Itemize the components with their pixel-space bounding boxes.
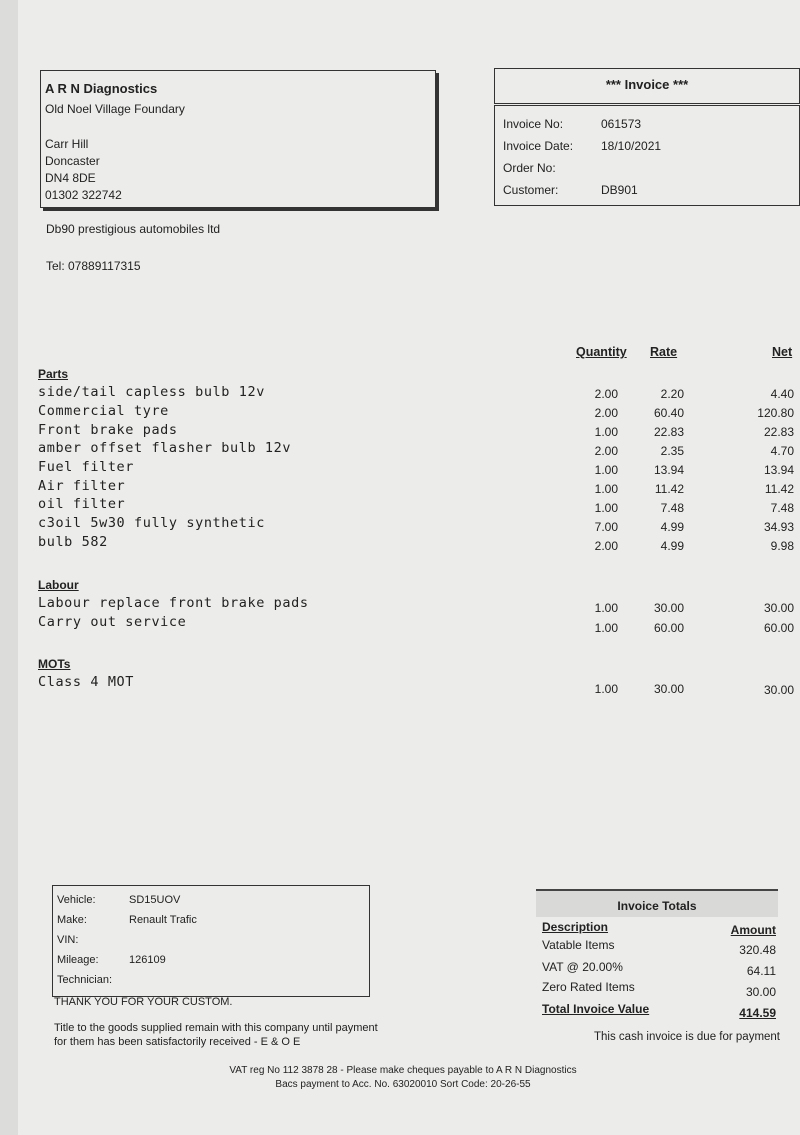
line-item-description: Air filter <box>38 478 126 494</box>
line-item-description: Front brake pads <box>38 422 178 438</box>
company-phone: 01302 322742 <box>45 188 122 202</box>
line-item-description: Commercial tyre <box>38 403 169 419</box>
totals-amount-header: Amount <box>730 923 776 937</box>
totals-row-value: 30.00 <box>745 985 776 999</box>
company-box <box>40 70 436 208</box>
line-item-net: 30.00 <box>763 683 794 697</box>
line-item-description: side/tail capless bulb 12v <box>38 384 265 400</box>
line-item-net: 4.70 <box>770 444 794 458</box>
company-name: A R N Diagnostics <box>45 81 158 96</box>
line-item-net: 22.83 <box>763 425 794 439</box>
line-item-rate: 4.99 <box>660 539 684 553</box>
vehicle-mileage: 126109 <box>129 954 166 966</box>
net-column-header: Net <box>772 345 793 359</box>
line-item-description: Carry out service <box>38 614 187 630</box>
rate-column-header: Rate <box>650 345 678 359</box>
section-title-parts: Parts <box>38 367 69 381</box>
line-item-net: 4.40 <box>770 387 794 401</box>
customer-tel: Tel: 07889117315 <box>46 259 141 273</box>
line-item-net: 34.93 <box>763 520 794 534</box>
company-address-line: DN4 8DE <box>45 171 96 185</box>
line-item-description: c3oil 5w30 fully synthetic <box>38 515 265 531</box>
line-item-rate: 22.83 <box>653 425 684 439</box>
vehicle-make: Renault Trafic <box>129 914 197 926</box>
line-item-rate: 2.20 <box>660 387 684 401</box>
line-item-net: 120.80 <box>757 406 794 420</box>
line-item-description: Class 4 MOT <box>38 674 135 690</box>
totals-row-label: Zero Rated Items <box>542 980 635 994</box>
due-for-payment-note: This cash invoice is due for payment <box>594 1031 781 1043</box>
line-item-quantity: 2.00 <box>594 444 618 458</box>
title-notice-line: for them has been satisfactorily received - E & O E <box>54 1036 301 1048</box>
customer-name: Db90 prestigious automobiles ltd <box>46 222 221 236</box>
line-item-net: 11.42 <box>764 482 794 496</box>
line-item-net: 60.00 <box>763 621 794 635</box>
line-item-description: oil filter <box>38 496 126 512</box>
line-item-net: 7.48 <box>770 501 794 515</box>
invoice-totals-title: Invoice Totals <box>617 899 697 913</box>
invoice-no-value: 061573 <box>601 117 642 131</box>
line-item-rate: 2.35 <box>660 444 684 458</box>
company-address-line: Carr Hill <box>45 137 89 151</box>
line-item-net: 9.98 <box>770 539 794 553</box>
line-item-quantity: 1.00 <box>594 463 618 477</box>
line-item-net: 13.94 <box>763 463 794 477</box>
line-item-rate: 30.00 <box>653 682 684 696</box>
line-item-description: Fuel filter <box>38 459 135 475</box>
vehicle-label: Vehicle: <box>57 894 96 906</box>
footer-bacs-line: Bacs payment to Acc. No. 63020010 Sort Code: 20-26-55 <box>275 1079 531 1090</box>
company-address-line: Old Noel Village Foundary <box>45 102 185 116</box>
line-item-quantity: 1.00 <box>594 425 618 439</box>
line-item-quantity: 7.00 <box>594 520 618 534</box>
company-address-line: Doncaster <box>45 154 100 168</box>
totals-row-value: 320.48 <box>739 943 776 957</box>
mileage-label: Mileage: <box>57 954 99 966</box>
total-invoice-value: 414.59 <box>739 1006 776 1020</box>
section-title-mots: MOTs <box>38 657 71 671</box>
line-item-rate: 13.94 <box>653 463 684 477</box>
line-item-rate: 11.42 <box>654 482 684 496</box>
line-item-quantity: 2.00 <box>594 387 618 401</box>
invoice-totals-header <box>536 889 778 917</box>
invoice-title-box <box>494 68 800 104</box>
customer-code-value: DB901 <box>601 183 638 197</box>
line-item-rate: 60.40 <box>653 406 684 420</box>
totals-description-header: Description <box>542 920 609 934</box>
footer-vat-line: VAT reg No 112 3878 28 - Please make cheques payable to A R N Diagnostics <box>229 1065 577 1076</box>
vehicle-info-box <box>52 885 370 997</box>
line-item-description: amber offset flasher bulb 12v <box>38 440 292 456</box>
make-label: Make: <box>57 914 87 926</box>
line-item-rate: 7.48 <box>660 501 684 515</box>
quantity-column-header: Quantity <box>576 345 627 359</box>
total-invoice-value-label: Total Invoice Value <box>542 1002 650 1016</box>
invoice-date-value: 18/10/2021 <box>601 139 662 153</box>
line-item-quantity: 1.00 <box>594 482 618 496</box>
technician-label: Technician: <box>57 974 113 986</box>
thank-you-note: THANK YOU FOR YOUR CUSTOM. <box>54 996 233 1008</box>
line-item-quantity: 2.00 <box>594 406 618 420</box>
line-item-quantity: 1.00 <box>594 501 618 515</box>
totals-row-value: 64.11 <box>746 964 776 978</box>
order-no-label: Order No: <box>503 161 556 175</box>
totals-row-label: Vatable Items <box>542 938 615 952</box>
line-item-quantity: 2.00 <box>594 539 618 553</box>
line-item-quantity: 1.00 <box>594 621 618 635</box>
line-item-quantity: 1.00 <box>594 601 618 615</box>
line-item-rate: 4.99 <box>660 520 684 534</box>
line-item-description: bulb 582 <box>38 534 108 550</box>
invoice-page <box>18 0 800 1135</box>
invoice-date-label: Invoice Date: <box>503 139 574 153</box>
vin-label: VIN: <box>57 934 79 946</box>
line-item-description: Labour replace front brake pads <box>38 595 309 611</box>
invoice-meta-box <box>494 105 800 206</box>
section-title-labour: Labour <box>38 578 79 592</box>
vehicle-registration: SD15UOV <box>129 894 181 906</box>
line-item-net: 30.00 <box>763 601 794 615</box>
line-item-quantity: 1.00 <box>594 682 618 696</box>
customer-label: Customer: <box>503 183 559 197</box>
line-item-rate: 30.00 <box>653 601 684 615</box>
invoice-no-label: Invoice No: <box>503 117 564 131</box>
invoice-title: *** Invoice *** <box>605 77 689 92</box>
line-item-rate: 60.00 <box>653 621 684 635</box>
totals-row-label: VAT @ 20.00% <box>542 960 623 974</box>
title-notice-line: Title to the goods supplied remain with this company until payment <box>54 1022 378 1034</box>
